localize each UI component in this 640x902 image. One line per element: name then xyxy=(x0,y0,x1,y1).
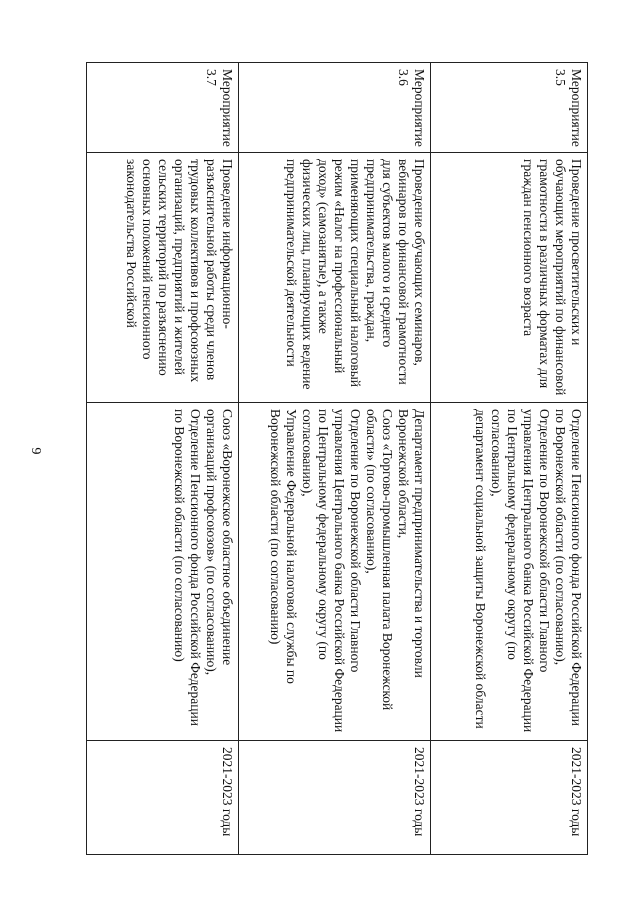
measure-id: Мероприятие 3.7 xyxy=(204,69,235,147)
measure-executors: Союз «Воронежское областное объединение организаций профсоюзов» (по согласованию), Отделение Пенсионного фонда Российской Федерации по Воронежской области (по согласованию) xyxy=(172,409,235,726)
measure-term-cell xyxy=(431,741,588,855)
measure-executors: Отделение Пенсионного фонда Российской Федерации по Воронежской области (по согласованию), Отделение по Воронежской области Главного управления Центрального банка Российской Федерации по Центральному федеральному округу (по согласованию), департамент социальной защиты Воронежской области xyxy=(473,409,584,733)
measure-description-cell xyxy=(431,153,588,403)
measure-term: 2021-2023 годы xyxy=(220,747,235,837)
measure-term-cell xyxy=(239,741,431,855)
measure-executors: Департамент предпринимательства и торговли Воронежской области, Союз «Торгово-промышленная палата Воронежской области» (по согласованию), Отделение по Воронежской области Главного управления Центрального банка Российской Федерации по Центральному федеральному округу (по согласованию), Управление Федеральной налоговой службы по Воронежской области (по согласованию) xyxy=(268,409,427,733)
measure-description: Проведение просветительских и обучающих мероприятий по финансовой грамотности в различных форматах для граждан пенсионного возраста xyxy=(521,159,584,396)
table-row xyxy=(87,63,239,855)
rotated-table-container xyxy=(108,62,588,854)
measure-executors-cell xyxy=(431,403,588,741)
measure-term: 2021-2023 годы xyxy=(412,747,427,837)
measure-term-cell xyxy=(87,741,239,855)
measure-id: Мероприятие 3.6 xyxy=(396,69,427,147)
measure-executors-cell xyxy=(87,403,239,741)
measure-description-cell xyxy=(87,153,239,403)
measures-table xyxy=(86,62,588,855)
table-row xyxy=(239,63,431,855)
page-number: 6 xyxy=(30,447,45,455)
measure-executors-cell xyxy=(239,403,431,741)
measure-id-cell xyxy=(239,63,431,153)
measure-description: Проведение информационно-разъяснительной работы среди членов трудовых коллективов и профсоюзных организаций, предприятий и жителей сельских территорий по разъяснению основных положений пенсионного законодательства Российской xyxy=(124,159,235,383)
measure-id: Мероприятие 3.5 xyxy=(553,69,584,147)
measure-term: 2021-2023 годы xyxy=(569,747,584,837)
measure-id-cell xyxy=(431,63,588,153)
measure-description-cell xyxy=(239,153,431,403)
measure-id-cell xyxy=(87,63,239,153)
table-row xyxy=(431,63,588,855)
measure-description: Проведение обучающих семинаров, вебинаров по финансовой грамотности для субъектов малого и среднего предпринимательства, граждан, применяющих специальный налоговый режим «Налог на профессиональный доход» (самозанятые), а также физических лиц, планирующих ведение предпринимательской деятельности xyxy=(284,159,427,390)
